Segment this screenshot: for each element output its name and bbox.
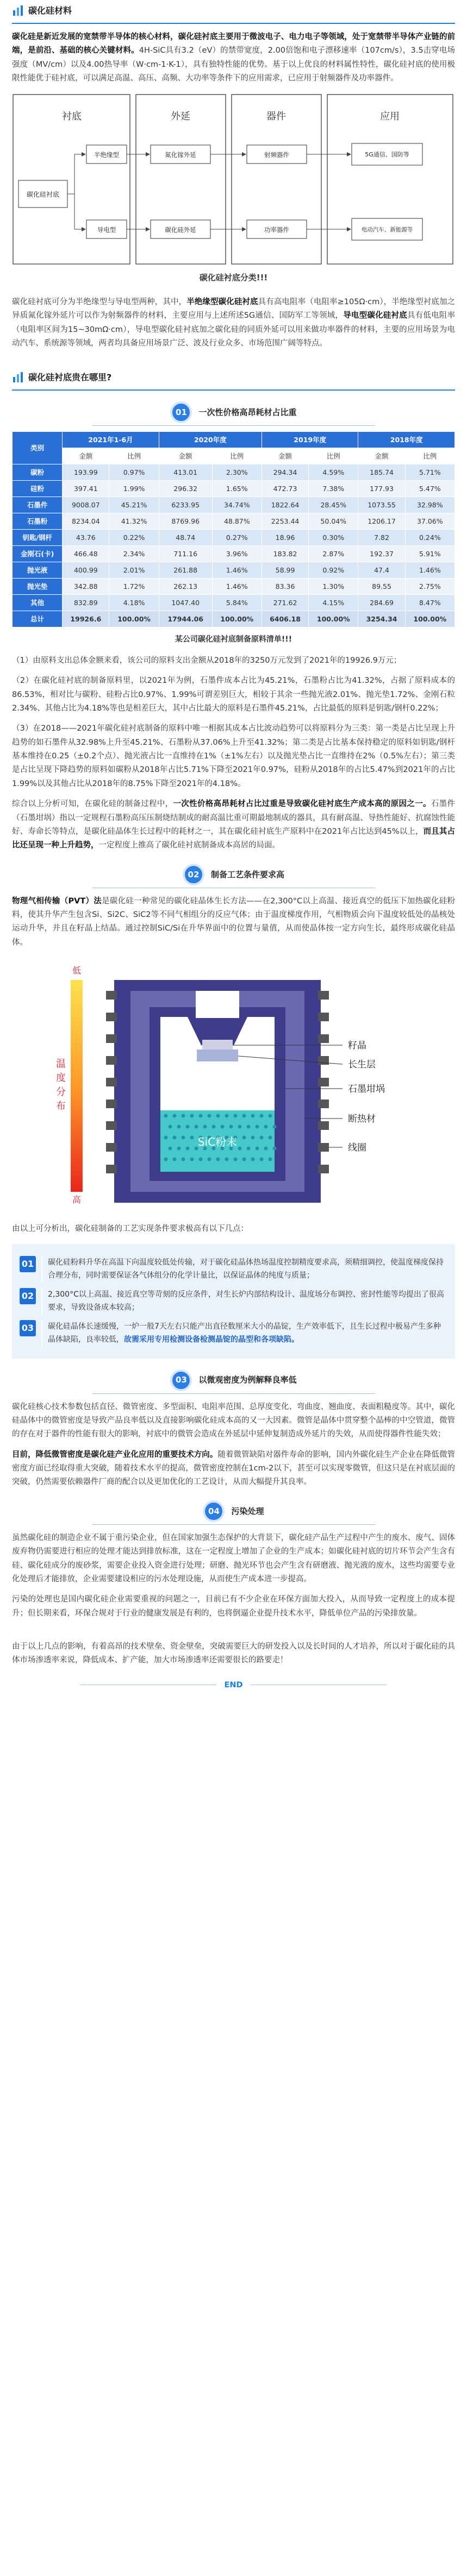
table-cell: 6406.18 xyxy=(261,611,308,627)
substrate-classification-diagram xyxy=(12,93,455,267)
table-header-year: 2021年1-6月 xyxy=(63,432,159,448)
table-cell: 6233.95 xyxy=(159,497,212,513)
table-cell: 8.47% xyxy=(405,595,454,611)
micropipe-paragraph: 碳化硅核心技术参数包括直径、微管密度、多型面积、电阻率范围、总厚度变化、弯曲度、翘曲度、表面粗糙度等。其中，碳化硅晶体中的微管密度是导致产品良率低以及直接影响碳化硅成本高的又一大因素。微管是晶体中贯穿整个晶棒的中空管道，微管的存在对于器件的性能有很大的影响，衬底中的微管会造成在外延层中延伸复制造成外延片的失效，从而使得器件性能失效； xyxy=(12,1402,455,1439)
table-subheader-ratio: 比例 xyxy=(212,448,261,464)
subheading-number: 03 xyxy=(170,1369,192,1391)
table-cell: 183.82 xyxy=(261,546,308,562)
section-title: 碳化硅衬底贵在哪里? xyxy=(28,372,112,383)
subheading-02 xyxy=(12,864,455,888)
table-cell: 8769.96 xyxy=(159,513,212,530)
table-cell: 192.37 xyxy=(358,546,405,562)
table-row xyxy=(13,464,455,481)
text-app-power: 电动汽车、新能源等 xyxy=(361,226,413,233)
table-cell-category: 石墨粉 xyxy=(13,513,63,530)
table-cell-category: 钥匙/钢杆 xyxy=(13,530,63,546)
table-cell: 466.48 xyxy=(63,546,109,562)
table-row xyxy=(13,611,455,627)
end-text: END xyxy=(224,1680,243,1689)
powder-particle xyxy=(177,1125,180,1129)
table-cell: 100.00% xyxy=(405,611,454,627)
table-body xyxy=(13,464,455,627)
temp-axis-char: 布 xyxy=(55,1101,66,1113)
powder-particle xyxy=(238,1125,241,1129)
pvt-term: 物理气相传输（PVT）法 xyxy=(12,896,102,906)
diagram-svg xyxy=(12,93,455,267)
table-cell: 177.93 xyxy=(358,481,405,497)
subheading-label: 制备工艺条件要求高 xyxy=(210,869,284,879)
table-row xyxy=(13,579,455,595)
powder-particle xyxy=(251,1114,254,1118)
table-cell: 43.76 xyxy=(63,530,109,546)
micropipe-text: 随着微管缺陷对器件寿命的影响，国内外碳化硅生产企业在降低微管密度方面已经取得重大突破，随着技术水平的提高，微管密度控制在1cm-2以下，甚至可以实现零微管，但这只是在衬底层面的突破，仍然需要依赖器件厂商的配合以及更加优化的工艺设计，从而大幅提升其良率。 xyxy=(12,1450,456,1487)
powder-particle xyxy=(172,1136,176,1140)
table-cell: 1073.55 xyxy=(358,497,405,513)
table-cell: 100.00% xyxy=(212,611,261,627)
table-cell-category: 其他 xyxy=(13,595,63,611)
powder-particle xyxy=(181,1136,185,1140)
powder-particle xyxy=(172,1114,176,1118)
table-cell: 50.04% xyxy=(309,513,358,530)
table-cell: 5.84% xyxy=(212,595,261,611)
text-gan-epi: 氮化镓外延 xyxy=(165,150,196,159)
pollution-paragraph: 虽然碳化硅的制造企业不属于重污染企业，但在国家加强生态保护的大背景下，碳化硅产品生产过程中产生的废水、废气、固体废弃物仍需要进行相应的处理才能达到排放标准，这在一定程度上增加了企业的生产成本；如碳化硅衬底的切片环节会产生含有硅、碳化硅成分的废砂浆，需要企业投入资金进行处理；研磨、抛光环节也会产生含有研磨液、抛光液的废水，这些均需要专业化处理后才能排放，企业需要建设相应的污水处理设施，从而使生产成本进一步提高。 xyxy=(12,1533,455,1584)
list-number: 01 xyxy=(20,1256,36,1272)
table-cell: 17944.06 xyxy=(159,611,212,627)
p2-d: 导电型碳化硅衬底 xyxy=(343,311,407,321)
table-subheader-amount: 金额 xyxy=(63,448,109,464)
table-cell-category: 抛光液 xyxy=(13,562,63,579)
table-cell: 262.13 xyxy=(159,579,212,595)
list-number: 03 xyxy=(20,1320,36,1336)
powder-particle xyxy=(242,1158,246,1161)
powder-particle xyxy=(198,1158,202,1161)
table-header-year: 2020年度 xyxy=(159,432,261,448)
powder-particle xyxy=(207,1158,211,1161)
powder-particle xyxy=(238,1147,241,1151)
powder-particle xyxy=(242,1114,246,1118)
subheading-label: 一次性价格高昂耗材占比重 xyxy=(198,407,297,418)
p6-a: 综合以上分析可知，在碳化硅的制备过程中， xyxy=(12,800,173,809)
table-cell: 5.71% xyxy=(405,464,454,481)
p2-e: 具有低电阻率（电阻率区间为15~30mΩ·cm），导电型碳化硅衬底加之碳化硅的同质外延可以用来做功率器件的材料，主要的应用场景为电动汽车、系统源等领域，两者均具备应用场景广泛、波及行业众多、市场范围广阔等特点。 xyxy=(12,311,456,348)
label-growth: 长生层 xyxy=(347,1059,376,1071)
table-cell: 0.97% xyxy=(109,464,159,481)
table-cell: 100.00% xyxy=(309,611,358,627)
text-semi-insulating: 半绝缘型 xyxy=(94,150,119,159)
p6-b: 一次性价格高昂耗材占比过重是导致碳化硅衬底生产成本高的原因之一。 xyxy=(173,800,431,809)
table-cell: 100.00% xyxy=(109,611,159,627)
diagram-caption: 碳化硅衬底分类!!! xyxy=(199,272,268,282)
table-cell: 28.45% xyxy=(309,497,358,513)
powder-particle xyxy=(259,1158,263,1161)
table-cell-category: 碳粉 xyxy=(13,464,63,481)
table-cell: 342.88 xyxy=(63,579,109,595)
table-cell: 1047.40 xyxy=(159,595,212,611)
table-cell: 2.34% xyxy=(109,546,159,562)
powder-particle xyxy=(255,1125,259,1129)
col-label-substrate: 衬底 xyxy=(62,110,82,122)
list-text xyxy=(41,1320,447,1347)
powder-particle xyxy=(164,1136,167,1140)
table-cell: 0.92% xyxy=(309,562,358,579)
table-cell: 271.62 xyxy=(261,595,308,611)
p2-c: 具有高电阻率（电阻率≥105Ω·cm），半绝缘型衬底加之异质氮化镓外延片可以作为射频器件的材料，主要应用与上述所述5G通信、国防军工等领域， xyxy=(12,297,455,321)
seed-holder xyxy=(196,991,239,1018)
table-cell-category: 硅粉 xyxy=(13,481,63,497)
table-cell: 2.30% xyxy=(212,464,261,481)
table-header-year: 2019年度 xyxy=(261,432,358,448)
table-row xyxy=(13,513,455,530)
subheading-underline xyxy=(92,425,375,426)
powder-particle xyxy=(181,1114,185,1118)
table-cell: 41.32% xyxy=(109,513,159,530)
powder-particle xyxy=(251,1158,254,1161)
table-cell: 4.18% xyxy=(109,595,159,611)
table-cell: 1.99% xyxy=(109,481,159,497)
table-cell: 58.99 xyxy=(261,562,308,579)
label-crucible: 石墨坩埚 xyxy=(347,1084,385,1095)
table-subheader-amount: 金额 xyxy=(261,448,308,464)
list-text: 碳化硅粉料升华在高温下向温度较低处传输，对于碳化硅晶体热场温度控制精度要求高，须精细调控，使温度梯度保持合理分布，同时需要保证各气体组分的化学计量比，以保证晶体的纯度与质量； xyxy=(41,1256,447,1283)
growth-layer xyxy=(197,1050,238,1061)
section-title: 碳化硅材料 xyxy=(28,5,72,16)
powder-particle xyxy=(251,1136,254,1140)
subheading-underline xyxy=(92,1393,375,1394)
table-cell: 711.16 xyxy=(159,546,212,562)
powder-particle xyxy=(246,1147,250,1151)
subheading-label: 污染处理 xyxy=(231,1506,264,1516)
col-label-device: 器件 xyxy=(266,110,286,122)
table-cell: 5.47% xyxy=(405,481,454,497)
powder-particle xyxy=(164,1114,167,1118)
temp-axis-label xyxy=(56,1058,66,1112)
analysis-1: （1）由原料支出总体金额来看，该公司的原料支出金额从2018年的3250万元发到了2021年的19926.9万元； xyxy=(12,656,402,665)
table-subheader-amount: 金额 xyxy=(159,448,212,464)
table-cell: 1.46% xyxy=(212,579,261,595)
powder-particle xyxy=(190,1114,194,1118)
subheading-pill xyxy=(170,401,296,423)
p6-c: 石墨件（石墨坩埚）指以一定规程石墨粉高压压制烧结制成的耐高温比重可期最地制成的器具，具有耐高温、导热性能好、抗腐蚀性能好、寿命长等特点，是碳化硅晶体生长过程中的耗材之一，其在碳化硅衬底生产原料中在2021年占比达到45%以上， xyxy=(12,800,456,836)
intro-highlight: 碳化硅是新近发展的宽禁带半导体的核心材料，碳化硅衬底主要用于微波电子、电力电子等领域，处于宽禁带半导体产业链的前端，是前沿、基础的核心关键材料。 xyxy=(12,33,455,55)
p6-d: 而且其占比还呈现一种上升趋势， xyxy=(12,827,455,850)
subheading-03 xyxy=(12,1369,455,1394)
table-cell: 48.74 xyxy=(159,530,212,546)
powder-particle xyxy=(268,1114,272,1118)
table-subheader-amount: 金额 xyxy=(358,448,405,464)
conditions-intro: 由以上可分析出，碳化硅制备的工艺实现条件要求极高有以下几点： xyxy=(12,1224,248,1234)
table-subheader-ratio: 比例 xyxy=(405,448,454,464)
powder-particle xyxy=(207,1114,211,1118)
table-cell: 7.82 xyxy=(358,530,405,546)
table-cell: 296.32 xyxy=(159,481,212,497)
table-cell: 89.55 xyxy=(358,579,405,595)
table-cell: 45.21% xyxy=(109,497,159,513)
table-cell: 83.36 xyxy=(261,579,308,595)
p6-e: 一定程度上推高了碳化硅衬底制备成本高居的局面。 xyxy=(98,841,280,850)
intro-paragraph xyxy=(12,30,455,86)
table-cell: 1.65% xyxy=(212,481,261,497)
table-cell-category: 金刚石(卡) xyxy=(13,546,63,562)
table-header-year: 2018年度 xyxy=(358,432,455,448)
powder-particle xyxy=(172,1158,176,1161)
temp-high-label: 高 xyxy=(72,1195,81,1205)
table-cell: 7.38% xyxy=(309,481,358,497)
list-number: 02 xyxy=(20,1288,36,1304)
temp-axis-char: 分 xyxy=(55,1086,66,1098)
label-insulation: 断热材 xyxy=(347,1114,376,1125)
micropipe-highlight: 目前，降低微管密度是碳化硅产业化应用的重要技术方向。 xyxy=(12,1450,218,1459)
label-seed: 籽晶 xyxy=(347,1040,366,1052)
powder-particle xyxy=(259,1136,263,1140)
analysis-3: （3）在2018——2021年碳化硅衬底制备的原料中唯一相据其成本占比波动趋势可以将原料分为三类：第一类是占比呈现上升趋势的如石墨件从32.98%上升至45.21%、石墨粉从37.06%上升至41.32%；第二类是占比基本保持稳定的原料如钥匙/钢杆基本维持在0.25（±0.2个点）、抛光液占比一直维持在1%（±1%左右）以及抛光垫占比一直维持在2%（0.5%左右）；第三类是占比呈现下降趋势的原料如碳粉从2018年占比5.71%下降至2021年0.97%，硅粉从2018年的占比5.47%到2021年的占比1.99%以及其他占比从2018年的8.75%下降至2021年的4.18%。 xyxy=(12,724,455,788)
temp-axis-char: 度 xyxy=(55,1072,66,1084)
subheading-number: 04 xyxy=(203,1500,225,1522)
powder-particle xyxy=(185,1125,189,1129)
table-cell: 32.98% xyxy=(405,497,454,513)
table-subheader-ratio: 比例 xyxy=(309,448,358,464)
powder-particle xyxy=(185,1147,189,1151)
col-label-app: 应用 xyxy=(380,110,400,122)
text-power-device: 功率器件 xyxy=(264,225,289,234)
powder-particle xyxy=(220,1125,224,1129)
list-text-a: 碳化硅晶体长速缓慢，一炉一般7天左右只能产出直径数厘米大小的晶锭，生产效率低下，且生长过程中极易产生多种晶体缺陷，良率较低， xyxy=(48,1322,441,1344)
closing-paragraph: 由于以上几点的影响，有着高昂的技术壁垒、资金壁垒，突破需要巨大的研发投入以及长时间的人才培养，所以对于碳化硅的具体市场渗透率来说，降低成本、扩产能，加大市场渗透率还需要很长的路要走！ xyxy=(12,1642,455,1665)
table-cell: 4.15% xyxy=(309,595,358,611)
temperature-gradient-bar xyxy=(71,980,83,1192)
table-cell: 413.01 xyxy=(159,464,212,481)
powder-particle xyxy=(216,1114,220,1118)
table-cell-category: 抛光垫 xyxy=(13,579,63,595)
conditions-list xyxy=(12,1244,455,1359)
table-cell: 2.75% xyxy=(405,579,454,595)
table-cell: 1.72% xyxy=(109,579,159,595)
temp-low-label: 低 xyxy=(72,965,81,976)
bar-chart-icon xyxy=(12,372,24,384)
powder-particle xyxy=(272,1125,276,1129)
table-cell: 0.27% xyxy=(212,530,261,546)
table-cell: 5.91% xyxy=(405,546,454,562)
pvt-paragraph xyxy=(12,895,455,950)
powder-particle xyxy=(233,1114,237,1118)
powder-particle xyxy=(264,1147,267,1151)
subheading-number: 01 xyxy=(170,401,192,423)
powder-particle xyxy=(211,1125,215,1129)
powder-particle xyxy=(225,1114,228,1118)
powder-particle xyxy=(264,1125,267,1129)
table-cell: 3254.34 xyxy=(358,611,405,627)
section-header-cost xyxy=(12,367,455,391)
furnace-svg xyxy=(54,958,413,1214)
powder-particle xyxy=(268,1136,272,1140)
end-marker xyxy=(0,1679,467,1692)
table-cell: 37.06% xyxy=(405,513,454,530)
powder-particle xyxy=(194,1125,198,1129)
table-cell: 9008.07 xyxy=(63,497,109,513)
p2-b: 半绝缘型碳化硅衬底 xyxy=(186,297,258,306)
table-cell: 2.01% xyxy=(109,562,159,579)
analysis-summary xyxy=(12,797,455,853)
table-cell: 1206.17 xyxy=(358,513,405,530)
pvt-furnace-diagram xyxy=(54,958,413,1214)
list-item xyxy=(20,1320,447,1347)
table-cell: 48.87% xyxy=(212,513,261,530)
powder-particle xyxy=(233,1158,237,1161)
text-sic-substrate: 碳化硅衬底 xyxy=(26,190,60,198)
text-sic-epi: 碳化硅外延 xyxy=(165,225,196,234)
table-cell: 0.22% xyxy=(109,530,159,546)
table-header-category: 类别 xyxy=(13,432,63,464)
text-rf-device: 射频器件 xyxy=(264,150,289,159)
subheading-label: 以微观密度为例解释良率低 xyxy=(198,1375,297,1385)
table-cell: 400.99 xyxy=(63,562,109,579)
table-cell: 284.69 xyxy=(358,595,405,611)
text-app-rf: 5G通信、国防等 xyxy=(365,150,409,158)
powder-particle xyxy=(190,1136,194,1140)
text-conductive: 导电型 xyxy=(97,225,116,234)
powder-particle xyxy=(242,1136,246,1140)
powder-particle xyxy=(190,1158,194,1161)
table-caption: 某公司碳化硅衬底制备原料清单!!! xyxy=(175,635,292,644)
table-cell: 2.87% xyxy=(309,546,358,562)
table-cell: 4.59% xyxy=(309,464,358,481)
bar-chart-icon xyxy=(12,5,24,17)
table-cell: 1.46% xyxy=(405,562,454,579)
subheading-pill xyxy=(170,1369,296,1391)
section-header-sic-material xyxy=(12,0,455,24)
analysis-2: （2）在碳化硅衬底的制备原料里，以2021年为例，石墨件成本占比为45.21%，石墨粉占比为41.32%，占据了原料成本的86.53%，相对比与碳粉、硅粉占比0.97%、1.99%可谓差别巨大，相较于其余一些抛光液2.01%、抛光垫1.72%、金刚石粒2.34%、其他占比为4.18%等也是相差巨大，其中占比最大的原料是石墨件45.21%，占比最低的原料是钥匙/钢杆0.22%； xyxy=(12,676,455,713)
table-cell: 1.46% xyxy=(212,562,261,579)
table-cell: 0.30% xyxy=(309,530,358,546)
powder-particle xyxy=(216,1158,220,1161)
table-cell-category: 石墨件 xyxy=(13,497,63,513)
temp-axis-char: 温 xyxy=(55,1058,66,1070)
table-row xyxy=(13,595,455,611)
table-row xyxy=(13,546,455,562)
subheading-underline xyxy=(92,1524,375,1525)
list-text-b: 故需采用专用检测设备检测晶锭的晶型和各项缺陷。 xyxy=(124,1335,299,1344)
table-row xyxy=(13,481,455,497)
pollution-paragraph-2: 污染的处理也是国内碳化硅企业需要重视的问题之一，目前已有不少企业在环保方面加大投入，从而导致一定程度上的成本提升；但长期来看，环保合规对于行业的健康发展是有利的，也将倒逼企业提升技术水平，降低单位产品的污染排放量。 xyxy=(12,1595,455,1618)
powder-particle xyxy=(225,1158,228,1161)
powder-particle xyxy=(229,1125,233,1129)
subheading-pill xyxy=(183,864,284,885)
table-row xyxy=(13,562,455,579)
powder-particle xyxy=(246,1125,250,1129)
table-row xyxy=(13,497,455,513)
col-label-epi: 外延 xyxy=(171,110,190,122)
micropipe-paragraph-2 xyxy=(12,1448,455,1490)
powder-particle xyxy=(259,1114,263,1118)
raw-material-table xyxy=(12,431,455,627)
pvt-text: 是碳化硅一种常见的碳化硅晶体生长方法——在2,300°C以上高温、接近真空的低压下加热碳化硅粉料，使其升华产生包含Si、Si2C、SiC2等不同气相组分的反应气体；由于温度梯度作用，气相物质会向下温度较低处的晶核处运动升华，并且在籽晶上结晶。通过控制SiC/Si在升华界面中的位置与量值，从而使晶体按一定方向生长，最终形成碳化硅晶体。 xyxy=(12,896,455,947)
powder-particle xyxy=(272,1147,276,1151)
powder-particle xyxy=(268,1158,272,1161)
table-cell-category: 总计 xyxy=(13,611,63,627)
powder-particle xyxy=(181,1158,185,1161)
intro-text: 4H-SiC具有3.2（eV）的禁带宽度，2.00倍饱和电子漂移速率（107cm/s），3.5击穿电场强度（MV/cm）以及4.00热导率（W·cm-1·K-1），具有独特性能的优势。基于以上优良的材料属性特性，碳化硅衬底的使用极限性能优于硅衬底，可以满足高温、高压、高频、大功率等条件下的应用需求，已应用于射频器件及功率器件。 xyxy=(12,46,455,83)
powder-particle xyxy=(255,1147,259,1151)
table-cell: 1822.64 xyxy=(261,497,308,513)
subheading-pill xyxy=(203,1500,264,1522)
table-cell: 472.73 xyxy=(261,481,308,497)
p2-a: 碳化硅衬底可分为半绝缘型与导电型两种，其中， xyxy=(12,297,187,306)
table-subheader-ratio: 比例 xyxy=(109,448,159,464)
powder-particle xyxy=(177,1147,180,1151)
table-cell: 0.24% xyxy=(405,530,454,546)
powder-particle xyxy=(164,1158,167,1161)
table-cell: 3.96% xyxy=(212,546,261,562)
powder-particle xyxy=(168,1147,172,1151)
powder-particle xyxy=(203,1125,207,1129)
list-item xyxy=(20,1288,447,1315)
subheading-number: 02 xyxy=(183,864,204,885)
table-cell: 18.96 xyxy=(261,530,308,546)
table-cell: 832.89 xyxy=(63,595,109,611)
table-cell: 34.74% xyxy=(212,497,261,513)
powder-particle xyxy=(168,1125,172,1129)
subheading-01 xyxy=(12,401,455,426)
table-cell: 185.74 xyxy=(358,464,405,481)
table-cell: 397.41 xyxy=(63,481,109,497)
powder-label: SiC粉末 xyxy=(197,1135,237,1149)
table-cell: 47.4 xyxy=(358,562,405,579)
table-cell: 2253.44 xyxy=(261,513,308,530)
table-cell: 19926.6 xyxy=(63,611,109,627)
list-item xyxy=(20,1256,447,1283)
list-text: 2,300°C以上高温、接近真空等苛刻的反应条件，对生长炉内部结构设计、温度场分布调控、密封性能等均提出了很高要求，导致设备成本较高； xyxy=(41,1288,447,1315)
substrate-types-paragraph xyxy=(12,296,455,351)
table-cell: 261.88 xyxy=(159,562,212,579)
powder-particle xyxy=(198,1114,202,1118)
table-row xyxy=(13,530,455,546)
table-cell: 193.99 xyxy=(63,464,109,481)
subheading-04 xyxy=(12,1500,455,1525)
table-cell: 294.34 xyxy=(261,464,308,481)
table-cell: 8234.04 xyxy=(63,513,109,530)
label-coil: 线圈 xyxy=(347,1142,366,1154)
table-cell: 1.30% xyxy=(309,579,358,595)
